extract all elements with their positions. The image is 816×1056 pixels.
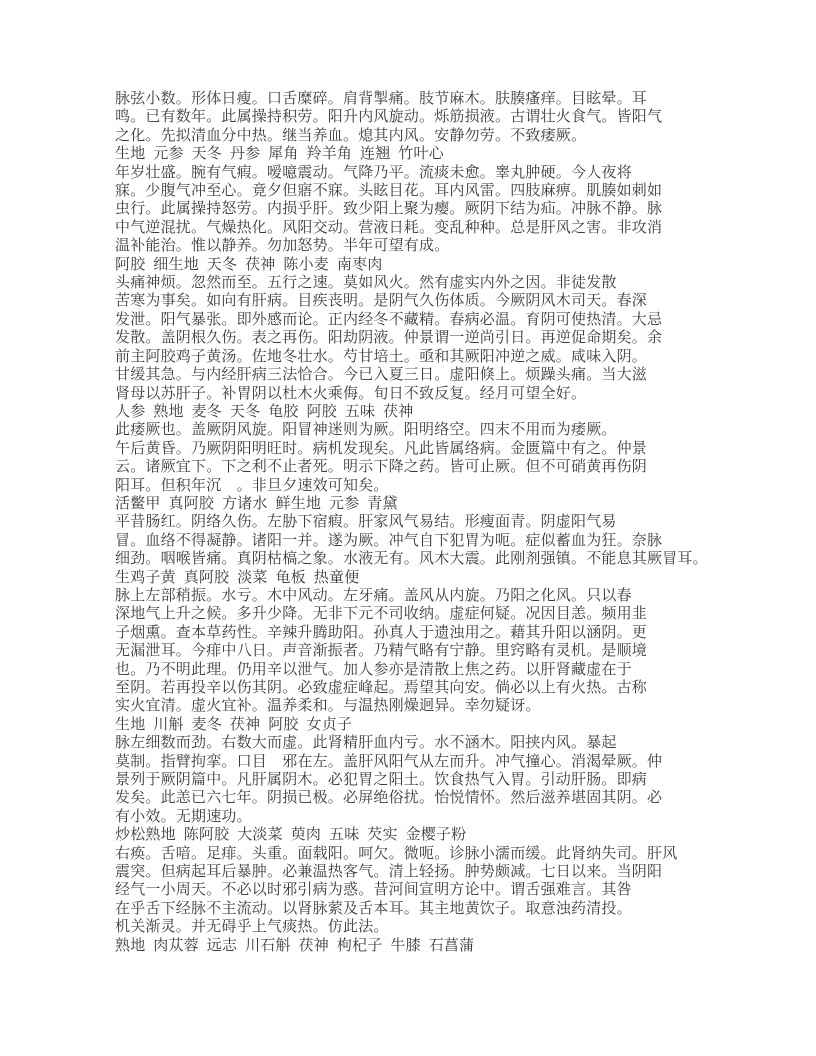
prescription-line: 阿胶 细生地 天冬 茯神 陈小麦 南枣肉 [115, 256, 383, 273]
text-line: 脉上左部稍振。水亏。木中风动。左牙痛。盖风从内旋。乃阳之化风。只以春 [115, 587, 632, 604]
text-line: 温补能治。惟以静养。勿加怒势。半年可望有成。 [115, 238, 450, 255]
text-line: 脉左细数而劲。右数大而虚。此肾精肝血内亏。水不涵木。阳挟内风。暴起 [115, 735, 617, 752]
prescription-line: 活鳖甲 真阿胶 方诸水 鲜生地 元参 青黛 [115, 495, 398, 512]
text-line: 头痛神烦。忽然而至。五行之速。莫如风火。然有虚实内外之因。非徒发散 [115, 275, 617, 292]
prescription-line: 生鸡子黄 真阿胶 淡菜 龟板 热童便 [115, 569, 360, 586]
prescription-line: 生地 元参 天冬 丹参 犀角 羚羊角 连翘 竹叶心 [115, 146, 444, 163]
text-line: 鸣。已有数年。此属操持积劳。阳升内风旋动。烁筋损液。古谓壮火食气。皆阳气 [115, 109, 663, 126]
text-line: 冒。血络不得凝静。诸阳一并。遂为厥。冲气自下犯胃为呃。症似蓄血为狂。奈脉 [115, 532, 663, 549]
text-line: 至阴。若再投辛以伤其阴。必致虚症峰起。焉望其向安。倘必以上有火热。古称 [115, 680, 648, 696]
text-line: 阳耳。但积年沉 。非旦夕速效可知矣。 [115, 477, 389, 494]
text-line: 寐。少腹气冲至心。竟夕但寤不寐。头眩目花。耳内风雷。四肢麻痹。肌腠如刺如 [115, 183, 663, 200]
text-line: 经气一小周天。不必以时邪引病为惑。昔河间宣明方论中。谓舌强难言。其咎 [115, 882, 632, 899]
text-line: 无漏泄耳。今痱中八日。声音渐振者。乃精气略有宁静。里窍略有灵机。是顺境 [115, 643, 648, 660]
text-line: 深地气上升之候。多升少降。无非下元不司收纳。虚症何疑。况因目恙。频用韭 [115, 606, 648, 623]
text-line: 子烟熏。查本草药性。辛辣升腾助阳。孙真人于遗浊用之。藉其升阳以涵阴。更 [115, 624, 648, 641]
text-line: 脉弦小数。形体日瘦。口舌糜碎。肩背掣痛。肢节麻木。肤腠瘙痒。目眩晕。耳 [115, 91, 648, 107]
text-line: 发泄。阳气暴张。即外感而论。正内经冬不藏精。春病必温。育阴可使热清。大忌 [115, 311, 663, 328]
text-line: 年岁壮盛。腕有气瘕。嗳噫震动。气降乃平。流痰未愈。睾丸肿硬。今人夜将 [115, 164, 632, 181]
text-line: 震突。但病起耳后暴肿。必兼温热客气。清上轻扬。肿势颇减。七日以来。当阴阳 [115, 864, 663, 881]
text-line: 实火宜清。虚火宜补。温养柔和。与温热刚燥迥异。幸勿疑讶。 [115, 698, 541, 715]
text-line: 甘缓其急。与内经肝病三法恰合。今已入夏三日。虚阳倏上。烦躁头痛。当大滋 [115, 367, 648, 384]
text-line: 机关渐灵。并无碍乎上气痰热。仿此法。 [115, 919, 389, 936]
text-block [115, 90, 715, 955]
text-line: 右痪。舌喑。足痱。头重。面载阳。呵欠。微呃。诊脉小濡而缓。此肾纳失司。肝风 [115, 845, 678, 862]
text-line: 中气逆混扰。气燥热化。风阳交动。营液日耗。变乱种种。总是肝风之害。非攻消 [115, 219, 663, 236]
text-line: 之化。先拟清血分中热。继当养血。熄其内风。安静勿劳。不致痿厥。 [115, 127, 587, 144]
text-line: 苦寒为事矣。如向有肝病。目疾丧明。是阴气久伤体质。今厥阴风木司天。春深 [115, 293, 648, 310]
text-line: 莫制。指臂拘挛。口目 邪在左。盖肝风阳气从左而升。冲气撞心。消渴晕厥。仲 [115, 753, 663, 770]
prescription-line: 炒松熟地 陈阿胶 大淡菜 萸肉 五味 芡实 金樱子粉 [115, 827, 467, 844]
text-line: 有小效。无期速功。 [115, 808, 252, 825]
prescription-line: 人参 熟地 麦冬 天冬 龟胶 阿胶 五味 茯神 [115, 403, 414, 420]
prescription-line: 熟地 肉苁蓉 远志 川石斛 茯神 枸杞子 牛膝 石菖蒲 [115, 937, 475, 954]
text-line: 细劲。咽喉皆痛。真阴枯槁之象。水液无有。风木大震。此刚剂强镇。不能息其厥冒耳。 [115, 551, 708, 568]
text-line: 发矣。此恙已六七年。阴损已极。必屏绝俗扰。怡悦情怀。然后滋养堪固其阴。必 [115, 790, 663, 807]
text-line: 在乎舌下经脉不主流动。以肾脉萦及舌本耳。其主地黄饮子。取意浊药清投。 [115, 900, 632, 917]
text-line: 发散。盖阴根久伤。表之再伤。阳劫阴液。仲景谓一逆尚引日。再逆促命期矣。余 [115, 330, 663, 347]
text-line: 前主阿胶鸡子黄汤。佐地冬壮水。芍甘培土。亟和其厥阳冲逆之威。咸味入阴。 [115, 348, 648, 365]
text-line: 此痿厥也。盖厥阴风旋。阳冒神迷则为厥。阳明络空。四末不用而为痿厥。 [115, 422, 617, 439]
prescription-line: 生地 川斛 麦冬 茯神 阿胶 女贞子 [115, 716, 353, 733]
text-line: 景列于厥阴篇中。凡肝属阴木。必犯胃之阳土。饮食热气入胃。引动肝肠。即病 [115, 772, 648, 789]
text-line: 肾母以苏肝子。补胃阴以杜木火乘侮。旬日不致反复。经月可望全好。 [115, 385, 587, 402]
text-line: 平昔肠红。阴络久伤。左胁下宿瘕。肝家风气易结。形瘦面青。阴虚阳气易 [115, 514, 617, 531]
text-line: 午后黄昏。乃厥阴阳明旺时。病机发现矣。凡此皆属络病。金匮篇中有之。仲景 [115, 440, 648, 457]
text-line: 虫行。此属操持怒劳。内损乎肝。致少阳上聚为瘿。厥阴下结为疝。冲脉不静。脉 [115, 201, 663, 218]
text-line: 云。诸厥宜下。下之利不止者死。明示下降之药。皆可止厥。但不可硝黄再伤阴 [115, 459, 648, 476]
text-line: 也。乃不明此理。仍用辛以泄气。加人参亦是清散上焦之药。以肝肾藏虚在于 [115, 661, 632, 678]
